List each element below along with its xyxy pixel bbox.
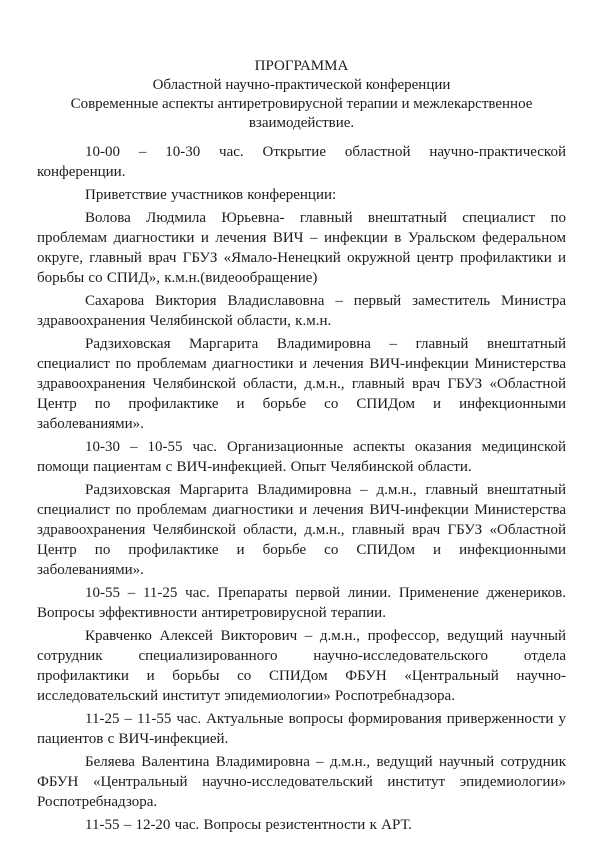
document-header (37, 57, 566, 133)
program-time-slot-opening: 10-00 – 10-30 час. Открытие областной научно-практической конференции. (37, 144, 566, 180)
page-title: ПРОГРАММА (254, 58, 349, 74)
program-time-slot-organizational: 10-30 – 10-55 час. Организационные аспекты оказания медицинской помощи пациентам с ВИЧ-инфекцией. Опыт Челябинской области. (37, 439, 566, 475)
speaker-volova: Волова Людмила Юрьевна- главный внештатный специалист по проблемам диагностики и лечения ВИЧ – инфекции в Уральском федеральном округе, главный врач ГБУЗ «Ямало-Ненецкий окружной центр профилактики и борьбы со СПИД», к.м.н.(видеообращение) (37, 210, 566, 286)
speaker-kravchenko: Кравченко Алексей Викторович – д.м.н., профессор, ведущий научный сотрудник специализированного научно-исследовательского отдела профилактики и борьбы со СПИДом ФБУН «Центральный научно-исследовательский институт эпидемиологии» Роспотребнадзора. (37, 628, 566, 704)
speaker-radzikhovskaya: Радзиховская Маргарита Владимировна – главный внештатный специалист по проблемам диагностики и лечения ВИЧ-инфекции Министерства здравоохранения Челябинской области, д.м.н., главный врач ГБУЗ «Областной Центр по профилактике и борьбе со СПИДом и инфекционными заболеваниями». (37, 336, 566, 432)
speaker-radzikhovskaya-2: Радзиховская Маргарита Владимировна – д.м.н., главный внештатный специалист по проблемам диагностики и лечения ВИЧ-инфекции Министерства здравоохранения Челябинской области, д.м.н., главный врач ГБУЗ «Областной Центр по профилактике и борьбе со СПИДом и инфекционными заболеваниями». (37, 482, 566, 578)
program-greeting-line: Приветствие участников конференции: (85, 187, 337, 203)
speaker-sakharova: Сахарова Виктория Владиславовна – первый заместитель Министра здравоохранения Челябинской области, к.м.н. (37, 293, 566, 329)
header-topic: Современные аспекты антиретровирусной терапии и межлекарственное взаимодействие. (70, 96, 533, 131)
program-time-slot-resistance: 11-55 – 12-20 час. Вопросы резистентности к АРТ. (85, 817, 412, 833)
speaker-belyaeva: Беляева Валентина Владимировна – д.м.н., ведущий научный сотрудник ФБУН «Центральный научно-исследовательский институт эпидемиологии» Роспотребнадзора. (37, 754, 566, 810)
program-time-slot-first-line-drugs: 10-55 – 11-25 час. Препараты первой линии. Применение дженериков. Вопросы эффективности антиретровирусной терапии. (37, 585, 566, 621)
header-subtitle: Областной научно-практической конференции (152, 77, 451, 93)
program-time-slot-adherence: 11-25 – 11-55 час. Актуальные вопросы формирования приверженности у пациентов с ВИЧ-инфекцией. (37, 711, 566, 747)
